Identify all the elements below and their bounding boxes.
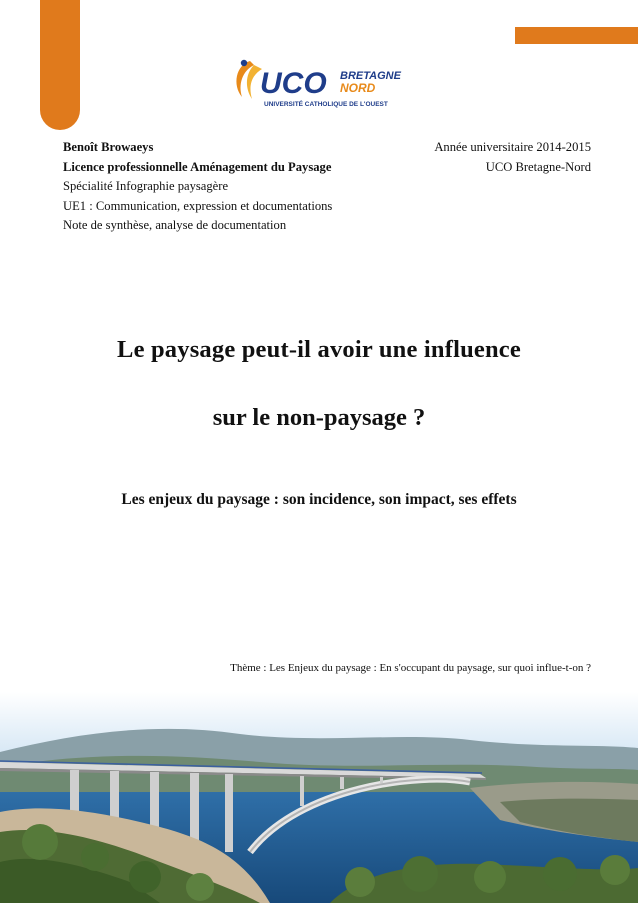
uco-logo	[232, 55, 412, 111]
course-unit: UE1 : Communication, expression et documentations	[63, 198, 333, 213]
theme-line: Thème : Les Enjeux du paysage : En s'occupant du paysage, sur quoi influe-t-on ?	[230, 662, 591, 674]
orange-bar-decoration	[515, 27, 638, 44]
document-subtitle: Les enjeux du paysage : son incidence, son impact, ses effets	[121, 491, 517, 508]
academic-year: Année universitaire 2014-2015	[434, 140, 591, 154]
document-type: Note de synthèse, analyse de documentation	[63, 218, 287, 232]
logo-brand-line2: NORD	[340, 81, 376, 95]
logo-tagline: UNIVERSITÉ CATHOLIQUE DE L'OUEST	[264, 101, 388, 108]
orange-tab-decoration	[40, 0, 80, 130]
bridge-landscape-image	[0, 692, 638, 903]
document-title-line-1: Le paysage peut-il avoir une influence	[117, 336, 521, 363]
header-right-block	[434, 138, 591, 177]
author-name: Benoît Browaeys	[63, 140, 154, 154]
program-name: Licence professionnelle Aménagement du Paysage	[63, 159, 332, 174]
document-title-line-2: sur le non-paysage ?	[212, 404, 426, 431]
logo-brand-line1: BRETAGNE	[340, 70, 401, 82]
specialty: Spécialité Infographie paysagère	[63, 179, 229, 193]
institution: UCO Bretagne-Nord	[485, 159, 591, 174]
logo-brand-main: UCO	[260, 67, 327, 100]
header-left-block	[63, 138, 332, 236]
